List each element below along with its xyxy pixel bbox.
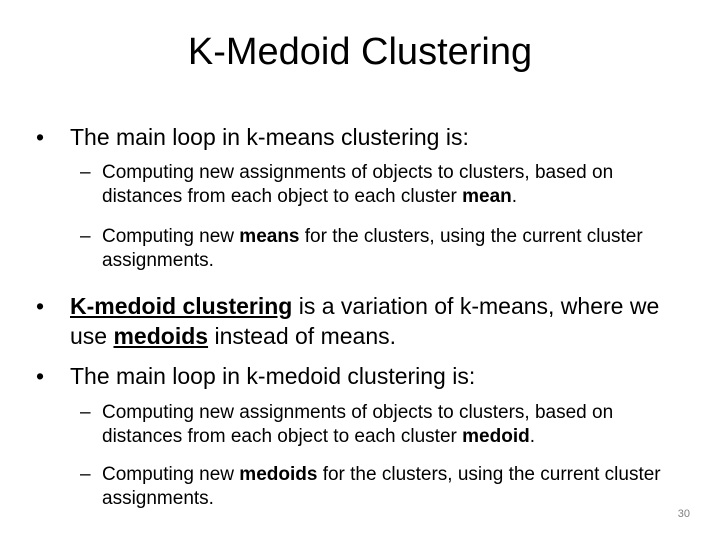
bullet-text: The main loop in k-medoid clustering is:	[70, 363, 476, 389]
dash-marker: –	[80, 464, 91, 485]
sub-bullet-text: Computing new	[102, 226, 240, 247]
bullet-kmedoid-loop	[36, 361, 676, 391]
dash-marker: –	[80, 402, 91, 423]
slide-number: 30	[677, 508, 690, 520]
sub-bullet-kmeans-assign	[80, 161, 690, 209]
sub-bullet-kmeans-update	[80, 225, 690, 273]
sub-bullet-text: Computing new assignments of objects to clusters, based on distances from each object to each cluster	[102, 162, 614, 207]
sub-bullet-text: for the clusters, using the current cluster assignments.	[102, 226, 643, 271]
bullet-text: The main loop in k-means clustering is:	[70, 124, 469, 150]
slide-title: K-Medoid Clustering	[187, 31, 533, 73]
keyword-kmedoid-clustering: K-medoid clustering	[70, 293, 293, 319]
dash-marker: –	[80, 162, 91, 183]
bullet-marker: •	[36, 363, 45, 389]
sub-bullet-text: for the clusters, using the current cluster assignments.	[102, 464, 661, 509]
bullet-text: instead of means.	[208, 323, 397, 349]
keyword-medoid: medoid	[462, 426, 530, 447]
keyword-medoids-bold: medoids	[239, 464, 318, 485]
sub-bullet-kmedoid-assign	[80, 401, 690, 449]
sub-bullet-text: Computing new	[102, 464, 240, 485]
bullet-kmedoid-definition	[36, 291, 676, 351]
bullet-marker: •	[36, 124, 45, 150]
sub-bullet-text: Computing new assignments of objects to clusters, based on distances from each object to each cluster	[102, 402, 614, 447]
bullet-kmeans-loop	[36, 122, 676, 152]
bullet-text: is a variation of k-means, where we use	[70, 293, 660, 349]
keyword-mean: mean	[462, 186, 512, 207]
keyword-means: means	[239, 226, 300, 247]
keyword-medoids: medoids	[113, 323, 209, 349]
bullet-marker: •	[36, 293, 45, 319]
sub-bullet-kmedoid-update	[80, 463, 690, 511]
dash-marker: –	[80, 226, 91, 247]
punctuation: .	[529, 426, 535, 447]
punctuation: .	[511, 186, 518, 207]
